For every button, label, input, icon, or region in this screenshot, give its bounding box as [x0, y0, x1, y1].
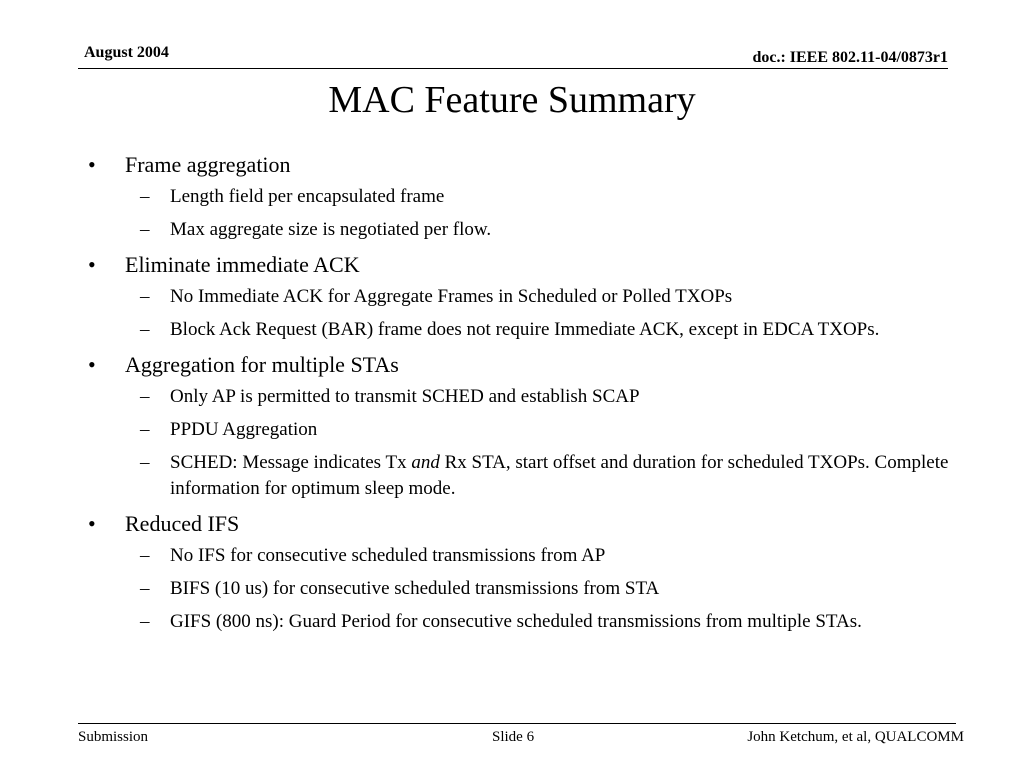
footer-slide-number: Slide 6 [492, 729, 535, 745]
bullet-mark: • [88, 352, 96, 377]
dash-mark: – [140, 286, 150, 307]
sub-bullet-text: PPDU Aggregation [170, 419, 318, 440]
dash-mark: – [140, 611, 150, 632]
slide-title: MAC Feature Summary [328, 79, 696, 121]
slide-content [88, 150, 948, 642]
bullet-text: Frame aggregation [125, 152, 291, 177]
footer-submission: Submission [78, 729, 149, 745]
dash-mark: – [140, 386, 150, 407]
sub-bullet [140, 284, 948, 310]
sub-bullet-text [170, 450, 950, 502]
footer-author: John Ketchum, et al, QUALCOMM [747, 729, 964, 745]
sub-bullet [140, 576, 948, 602]
sub-bullet [140, 417, 948, 443]
bullet-eliminate-immediate-ack [88, 250, 948, 280]
bullet-aggregation-multiple-stas [88, 350, 948, 380]
sub-bullet [140, 184, 948, 210]
sub-bullet [140, 450, 949, 502]
dash-mark: – [140, 545, 150, 566]
header-rule [78, 68, 948, 69]
footer-rule [78, 723, 956, 724]
sub-bullet-text: BIFS (10 us) for consecutive scheduled transmissions from STA [170, 578, 660, 599]
sub-bullet [140, 317, 948, 343]
sub-bullet-text: No Immediate ACK for Aggregate Frames in Scheduled or Polled TXOPs [170, 286, 733, 307]
dash-mark: – [140, 452, 150, 473]
sched-text-before: SCHED: Message indicates Tx [170, 452, 412, 473]
header-doc-id: doc.: IEEE 802.11-04/0873r1 [752, 49, 948, 66]
bullet-frame-aggregation [88, 150, 948, 180]
sched-text-emphasis: and [411, 452, 440, 473]
bullet-text: Aggregation for multiple STAs [125, 352, 399, 377]
sub-bullet-text: Block Ack Request (BAR) frame does not require Immediate ACK, except in EDCA TXOPs. [170, 319, 880, 340]
dash-mark: – [140, 219, 150, 240]
bullet-text: Eliminate immediate ACK [125, 252, 360, 277]
bullet-mark: • [88, 511, 96, 536]
sub-bullet-text: GIFS (800 ns): Guard Period for consecutive scheduled transmissions from multiple STAs. [170, 611, 862, 632]
sub-bullet [140, 217, 948, 243]
dash-mark: – [140, 419, 150, 440]
dash-mark: – [140, 186, 150, 207]
sub-bullet-text: Max aggregate size is negotiated per flow. [170, 219, 492, 240]
dash-mark: – [140, 578, 150, 599]
sched-text-after: Rx STA, start offset and duration for scheduled TXOPs. Complete information for optimum sleep mode. [170, 452, 949, 499]
sub-bullet-text: Length field per encapsulated frame [170, 186, 445, 207]
sub-bullet-text: Only AP is permitted to transmit SCHED and establish SCAP [170, 386, 640, 407]
sub-bullet [140, 609, 948, 635]
sub-bullet [140, 543, 948, 569]
sub-bullet-text: No IFS for consecutive scheduled transmissions from AP [170, 545, 606, 566]
dash-mark: – [140, 319, 150, 340]
bullet-reduced-ifs [88, 509, 948, 539]
sub-bullet [140, 384, 948, 410]
bullet-mark: • [88, 152, 96, 177]
bullet-mark: • [88, 252, 96, 277]
bullet-text: Reduced IFS [125, 511, 240, 536]
header-date: August 2004 [84, 44, 169, 61]
